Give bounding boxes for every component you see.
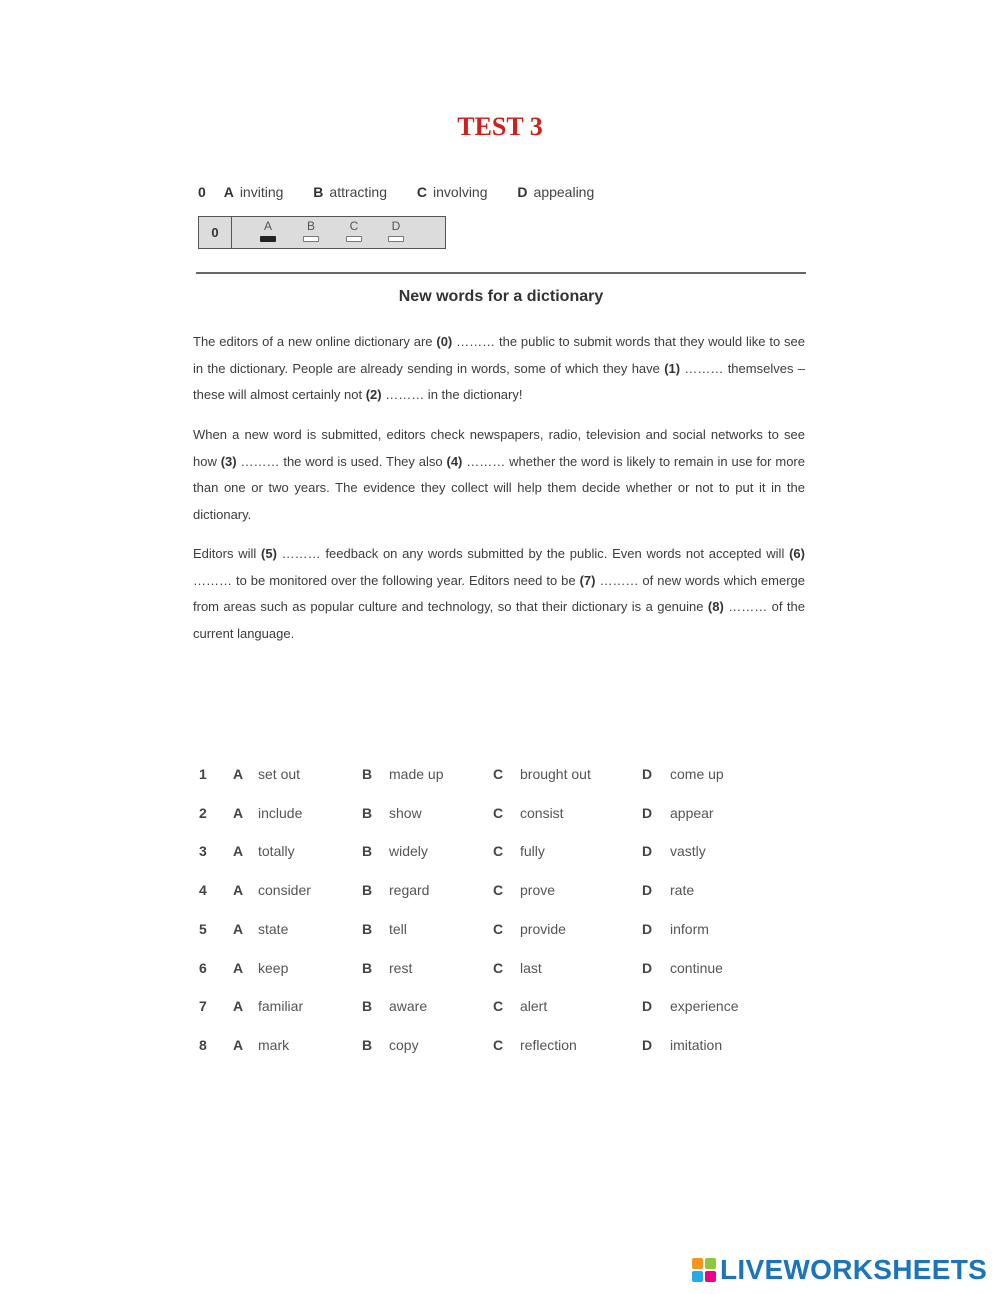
paragraph-text: ……… feedback on any words submitted by the public. Even words not accepted will <box>276 546 790 561</box>
option-letter: B <box>362 998 373 1015</box>
question-number: 6 <box>199 959 207 976</box>
paragraph-text: ……… of new words which emerge from areas such as popular culture and technology, so that their dictionary is a genuine <box>193 572 805 614</box>
answer-bubble-b: B <box>302 219 320 242</box>
option-text: include <box>258 804 303 821</box>
option-letter: C <box>493 998 504 1015</box>
option-text: mark <box>258 1036 290 1053</box>
gap-marker: (6) <box>789 546 805 561</box>
option-text: widely <box>389 843 428 860</box>
question-number: 8 <box>199 1036 207 1053</box>
option-text: inform <box>670 920 709 937</box>
option-letter: B <box>362 920 373 937</box>
empty-mark-icon <box>388 236 404 242</box>
option-text: familiar <box>258 998 304 1015</box>
option-letter: C <box>493 1036 504 1053</box>
paragraph-text: Editors will <box>193 546 262 561</box>
paragraph-text: ……… in the dictionary! <box>381 387 523 402</box>
option-letter: C <box>493 766 504 782</box>
option-text: vastly <box>670 843 706 860</box>
gap-marker: (1) <box>664 360 681 376</box>
option-letter: B <box>362 1036 373 1053</box>
answer-sheet-number: 0 <box>199 217 232 248</box>
gap-marker: (4) <box>446 453 463 469</box>
gap-marker: (3) <box>220 453 237 469</box>
example-option-c: C involving <box>416 184 488 200</box>
article-heading: New words for a dictionary <box>398 288 604 305</box>
question-number: 2 <box>199 804 207 821</box>
question-number: 4 <box>199 882 207 899</box>
gap-marker: (8) <box>707 599 724 614</box>
paragraph-text: ……… themselves – these will almost certainly not <box>193 360 805 402</box>
question-row <box>195 805 755 825</box>
question-row <box>195 882 755 902</box>
empty-mark-icon <box>303 236 319 242</box>
option-text: last <box>520 959 542 976</box>
option-text: fully <box>520 843 545 860</box>
option-letter: B <box>362 882 373 899</box>
logo-text: LIVEWORKSHEETS <box>720 1254 988 1285</box>
article-paragraph-1 <box>193 329 805 409</box>
option-text: keep <box>258 959 289 976</box>
option-text: appear <box>670 804 714 821</box>
option-letter: C <box>493 882 504 899</box>
answer-bubble-d: D <box>387 219 405 242</box>
option-letter: B <box>362 766 373 782</box>
option-text: imitation <box>670 1036 723 1053</box>
question-row <box>195 766 755 786</box>
example-answer-sheet <box>198 216 446 249</box>
paragraph-text: ……… the public to submit words that they would like to see in the dictionary. People are already sending in words, some of which they have <box>193 334 806 376</box>
gap-marker: (5) <box>261 546 277 561</box>
option-text: rest <box>389 959 413 976</box>
option-text: rate <box>670 882 695 899</box>
option-letter: D <box>642 920 653 937</box>
example-question <box>198 184 620 200</box>
option-letter: A <box>233 843 244 860</box>
option-letter: A <box>233 804 244 821</box>
article-paragraph-3 <box>193 541 805 647</box>
paragraph-text: ……… of the current language. <box>193 599 806 641</box>
option-text: consider <box>258 882 311 899</box>
question-row <box>195 1037 755 1057</box>
question-number: 1 <box>199 766 207 782</box>
question-row <box>195 921 755 941</box>
example-option-a: A inviting <box>223 184 284 200</box>
option-text: aware <box>389 998 428 1015</box>
option-letter: A <box>233 882 244 899</box>
paragraph-text: The editors of a new online dictionary are <box>193 334 437 349</box>
option-text: brought out <box>520 766 591 782</box>
article-paragraph-2 <box>193 422 805 528</box>
gap-marker: (2) <box>365 387 382 402</box>
option-text: copy <box>389 1036 419 1053</box>
question-row <box>195 998 755 1018</box>
option-letter: C <box>493 959 504 976</box>
page-title: TEST 3 <box>457 112 543 141</box>
option-text: prove <box>520 882 556 899</box>
gap-marker: (0) <box>436 334 453 349</box>
option-text: tell <box>389 920 407 937</box>
question-number: 7 <box>199 998 207 1015</box>
option-text: state <box>258 920 289 937</box>
option-text: regard <box>389 882 430 899</box>
option-letter: C <box>493 920 504 937</box>
option-letter: D <box>642 882 653 899</box>
option-letter: C <box>493 843 504 860</box>
option-text: continue <box>670 959 723 976</box>
option-letter: C <box>493 804 504 821</box>
option-text: provide <box>520 920 566 937</box>
example-option-d: D appealing <box>517 184 595 200</box>
option-text: come up <box>670 766 724 782</box>
option-letter: D <box>642 998 653 1015</box>
option-letter: A <box>233 766 244 782</box>
logo-tiles-icon <box>692 1258 716 1282</box>
option-text: set out <box>258 766 301 782</box>
option-letter: B <box>362 804 373 821</box>
option-letter: D <box>642 1036 653 1053</box>
option-text: made up <box>389 766 444 782</box>
option-letter: A <box>233 959 244 976</box>
option-letter: A <box>233 920 244 937</box>
paragraph-text: When a new word is submitted, editors check newspapers, radio, television and social networks to see how <box>193 427 805 469</box>
filled-mark-icon <box>260 236 276 242</box>
option-letter: A <box>233 1036 244 1053</box>
section-divider <box>196 272 806 274</box>
option-text: consist <box>520 804 564 821</box>
answer-bubble-c: C <box>345 219 363 242</box>
option-text: reflection <box>520 1036 577 1053</box>
paragraph-text: ……… to be monitored over the following year. Editors need to be <box>193 572 580 588</box>
option-letter: A <box>233 998 244 1015</box>
liveworksheets-logo <box>692 1254 987 1286</box>
example-number: 0 <box>198 184 206 200</box>
option-text: show <box>389 804 422 821</box>
option-letter: B <box>362 959 373 976</box>
question-row <box>195 843 755 863</box>
option-letter: B <box>362 843 373 860</box>
option-letter: D <box>642 804 653 821</box>
empty-mark-icon <box>346 236 362 242</box>
paragraph-text: ……… the word is used. They also <box>236 453 447 469</box>
option-text: totally <box>258 843 295 860</box>
example-option-b: B attracting <box>313 184 388 200</box>
paragraph-text: ……… whether the word is likely to remain in use for more than one or two years. The evidence they collect will help them decide whether or not to put it in the dictionary. <box>193 453 805 522</box>
option-letter: D <box>642 843 653 860</box>
option-text: alert <box>520 998 548 1015</box>
question-number: 3 <box>199 843 207 860</box>
answer-bubble-a: A <box>259 219 277 242</box>
question-row <box>195 960 755 980</box>
option-text: experience <box>670 998 739 1015</box>
question-number: 5 <box>199 920 207 937</box>
option-letter: D <box>642 959 653 976</box>
option-letter: D <box>642 766 653 782</box>
gap-marker: (7) <box>579 572 596 588</box>
